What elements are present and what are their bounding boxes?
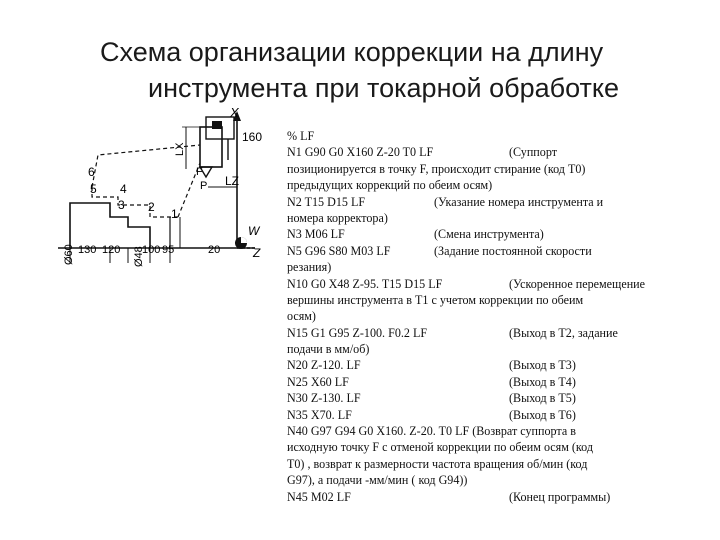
title-line-2: инструмента при токарной обработке	[148, 73, 619, 103]
label-z95: 95	[162, 244, 175, 256]
label-z-axis: Z	[253, 246, 261, 260]
label-lz: LZ	[225, 174, 240, 188]
slide-title	[100, 34, 700, 106]
program-line: резания)	[287, 260, 332, 275]
program-line: подачи в мм/об)	[287, 342, 370, 357]
program-line: номера корректора)	[287, 210, 388, 225]
program-line: G97), а подачи -мм/мин ( код G94))	[287, 473, 468, 488]
label-point-2: 2	[148, 200, 155, 214]
program-line: T0) , возврат к размерности частота вращения об/мин (код	[287, 456, 588, 471]
program-line: исходную точку F с отменой коррекции по обеим осям (код	[287, 440, 594, 455]
tool-path	[92, 187, 178, 217]
label-d48: Ø48	[133, 246, 145, 267]
program-line: N10 G0 X48 Z-95. T15 D15 LF (Ускоренное перемещение	[287, 276, 646, 291]
program-line: N15 G1 G95 Z-100. F0.2 LF (Выход в T2, задание	[287, 325, 618, 340]
program-line: осям)	[287, 309, 316, 324]
label-x-axis: X	[230, 105, 239, 120]
tool-holder	[200, 127, 222, 167]
turning-diagram	[50, 105, 285, 280]
label-lx: LX	[174, 142, 186, 156]
label-z130: 130	[78, 244, 97, 256]
label-point-1: 1	[171, 207, 178, 221]
program-line: % LF	[287, 129, 315, 143]
program-line: позиционируется в точку F, происходит стирание (код T0)	[287, 161, 586, 176]
program-line: предыдущих коррекций по обеим осям)	[287, 178, 493, 193]
label-z100: 100	[142, 244, 161, 256]
label-p: P	[200, 180, 208, 192]
label-point-4: 4	[120, 182, 127, 196]
label-point-6: 6	[88, 165, 95, 179]
program-line: N25 X60 LF (Выход в T4)	[287, 374, 576, 389]
program-line: N3 M06 LF (Смена инструмента)	[287, 227, 544, 242]
title-line-1: Схема организации коррекции на длину	[100, 37, 604, 67]
label-w: W	[248, 224, 260, 238]
program-line: вершины инструмента в T1 с учетом коррекции по обеим	[287, 292, 584, 307]
label-160: 160	[242, 130, 263, 144]
cnc-program-listing	[287, 128, 677, 505]
program-line: N1 G90 G0 X160 Z-20 T0 LF (Суппорт	[287, 145, 558, 160]
label-z20: 20	[208, 244, 221, 256]
part-profile	[70, 203, 150, 248]
label-f: F	[196, 166, 203, 178]
program-line: N35 X70. LF (Выход в T6)	[287, 407, 576, 422]
program-line: N45 M02 LF (Конец программы)	[287, 489, 611, 504]
program-line: N2 T15 D15 LF (Указание номера инструмента и	[287, 194, 604, 209]
program-line: N40 G97 G94 G0 X160. Z-20. T0 LF (Возврат суппорта в	[287, 424, 576, 439]
program-line: N30 Z-130. LF (Выход в T5)	[287, 391, 576, 406]
label-z120: 120	[102, 244, 121, 256]
label-point-5: 5	[90, 182, 97, 196]
program-line: N5 G96 S80 M03 LF (Задание постоянной скорости	[287, 243, 592, 258]
label-point-3: 3	[118, 198, 125, 212]
program-line: N20 Z-120. LF (Выход в T3)	[287, 358, 576, 373]
label-d60: Ø60	[63, 244, 75, 265]
